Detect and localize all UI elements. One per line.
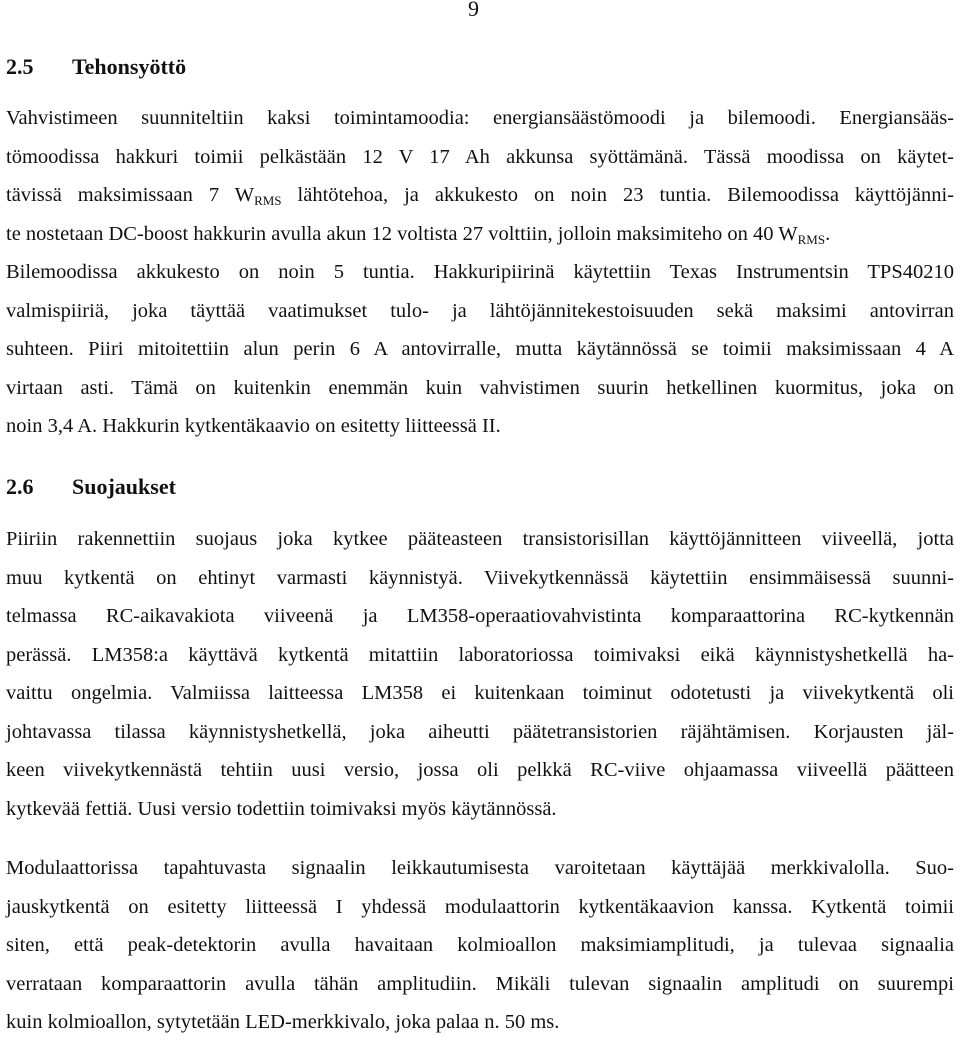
- subscript-rms: RMS: [254, 193, 282, 208]
- text-line: Modulaattorissa tapahtuvasta signaalin leikkautumisesta varoitetaan käyttäjää merkkivalolla. Suo-: [6, 857, 954, 879]
- text-run: virtaan asti. Tämä on kuitenkin enemmän kuin vahvistimen suurin hetkellinen kuormitus, joka on: [6, 376, 954, 399]
- paragraph-protection-delay: [6, 520, 954, 828]
- section-title: Tehonsyöttö: [72, 54, 187, 79]
- text-line: [6, 330, 954, 369]
- text-line: muu kytkentä on ehtinyt varmasti käynnistyä. Viivekytkennässä käytettiin ensimmäisessä suunni-: [6, 566, 954, 589]
- text-line: [6, 138, 954, 177]
- section-number: 2.6: [6, 474, 34, 499]
- text-line: vaittu ongelmia. Valmiissa laitteessa LM358 ei kuitenkaan toiminut odotetusti ja viivekytkentä oli: [6, 682, 954, 704]
- text-line: [6, 369, 954, 408]
- text-line: kytkevää fettiä. Uusi versio todettiin toimivaksi myös käytännössä.: [6, 797, 557, 820]
- text-line: kuin kolmioallon, sytytetään LED-merkkivalo, joka palaa n. 50 ms.: [6, 1011, 560, 1033]
- text-line: telmassa RC-aikavakiota viiveenä ja LM358-operaatiovahvistinta komparaattorina RC-kytkennän: [6, 605, 954, 627]
- text-line: [6, 253, 954, 292]
- text-line: [6, 292, 954, 331]
- text-line: perässä. LM358:a käyttävä kytkentä mitattiin laboratoriossa toimivaksi eikä käynnistyshetkellä ha-: [6, 643, 954, 666]
- text-run: tömoodissa hakkuri toimii pelkästään 12 V 17 Ah akkunsa syöttämänä. Tässä moodissa on käytet-: [6, 145, 954, 168]
- text-run: Bilemoodissa akkukesto on noin 5 tuntia. Hakkuripiirinä käytettiin Texas Instrumentsin TPS40210: [6, 261, 954, 283]
- text-line: siten, että peak-detektorin avulla havaitaan kolmioallon maksimiamplitudi, ja tulevaa signaalia: [6, 934, 954, 956]
- text-run: noin 3,4 A. Hakkurin kytkentäkaavio on esitetty liitteessä II.: [6, 415, 501, 437]
- text-run: .: [825, 222, 831, 245]
- text-line: [6, 176, 954, 215]
- text-run: lähtötehoa, ja akkukesto on noin 23 tuntia. Bilemoodissa käyttöjänni-: [281, 184, 954, 206]
- section-heading-protection: [6, 472, 176, 502]
- text-line: [6, 407, 954, 446]
- section-title: Suojaukset: [72, 474, 176, 499]
- text-run: te nostetaan DC-boost hakkurin avulla akun 12 voltista 27 volttiin, jolloin maksimiteho on 40 W: [6, 222, 798, 245]
- paragraph-power-supply: [6, 99, 954, 446]
- text-run: Vahvistimeen suunniteltiin kaksi toimintamoodia: energiansäästömoodi ja bilemoodi. Energiansääs-: [6, 107, 954, 129]
- text-run: tävissä maksimissaan 7 W: [6, 184, 255, 206]
- text-run: suhteen. Piiri mitoitettiin alun perin 6 A antovirralle, mutta käytännössä se toimii maksimissaan 4 A: [6, 338, 954, 360]
- text-line: Piiriin rakennettiin suojaus joka kytkee pääteasteen transistorisillan käyttöjännitteen viiveellä, jotta: [6, 528, 954, 550]
- text-run: valmispiiriä, joka täyttää vaatimukset tulo- ja lähtöjännitekestoisuuden sekä maksimi antovirran: [6, 299, 954, 322]
- page-number: 9: [468, 0, 479, 21]
- text-line: johtavassa tilassa käynnistyshetkellä, joka aiheutti päätetransistorien räjähtämisen. Korjausten jäl-: [6, 720, 954, 743]
- paragraph-clipping-indicator: [6, 849, 954, 1042]
- text-line: keen viivekytkennästä tehtiin uusi versio, jossa oli pelkkä RC-viive ohjaamassa viiveellä päätteen: [6, 759, 954, 781]
- text-line: jauskytkentä on esitetty liitteessä I yhdessä modulaattorin kytkentäkaavion kanssa. Kytkentä toimii: [6, 895, 954, 918]
- section-heading-power: [6, 52, 186, 82]
- subscript-rms: RMS: [797, 231, 826, 247]
- section-number: 2.5: [6, 54, 34, 79]
- text-line: [6, 99, 954, 138]
- text-line: [6, 215, 954, 254]
- text-line: verrataan komparaattorin avulla tähän amplitudiin. Mikäli tulevan signaalin amplitudi on suurempi: [6, 972, 954, 995]
